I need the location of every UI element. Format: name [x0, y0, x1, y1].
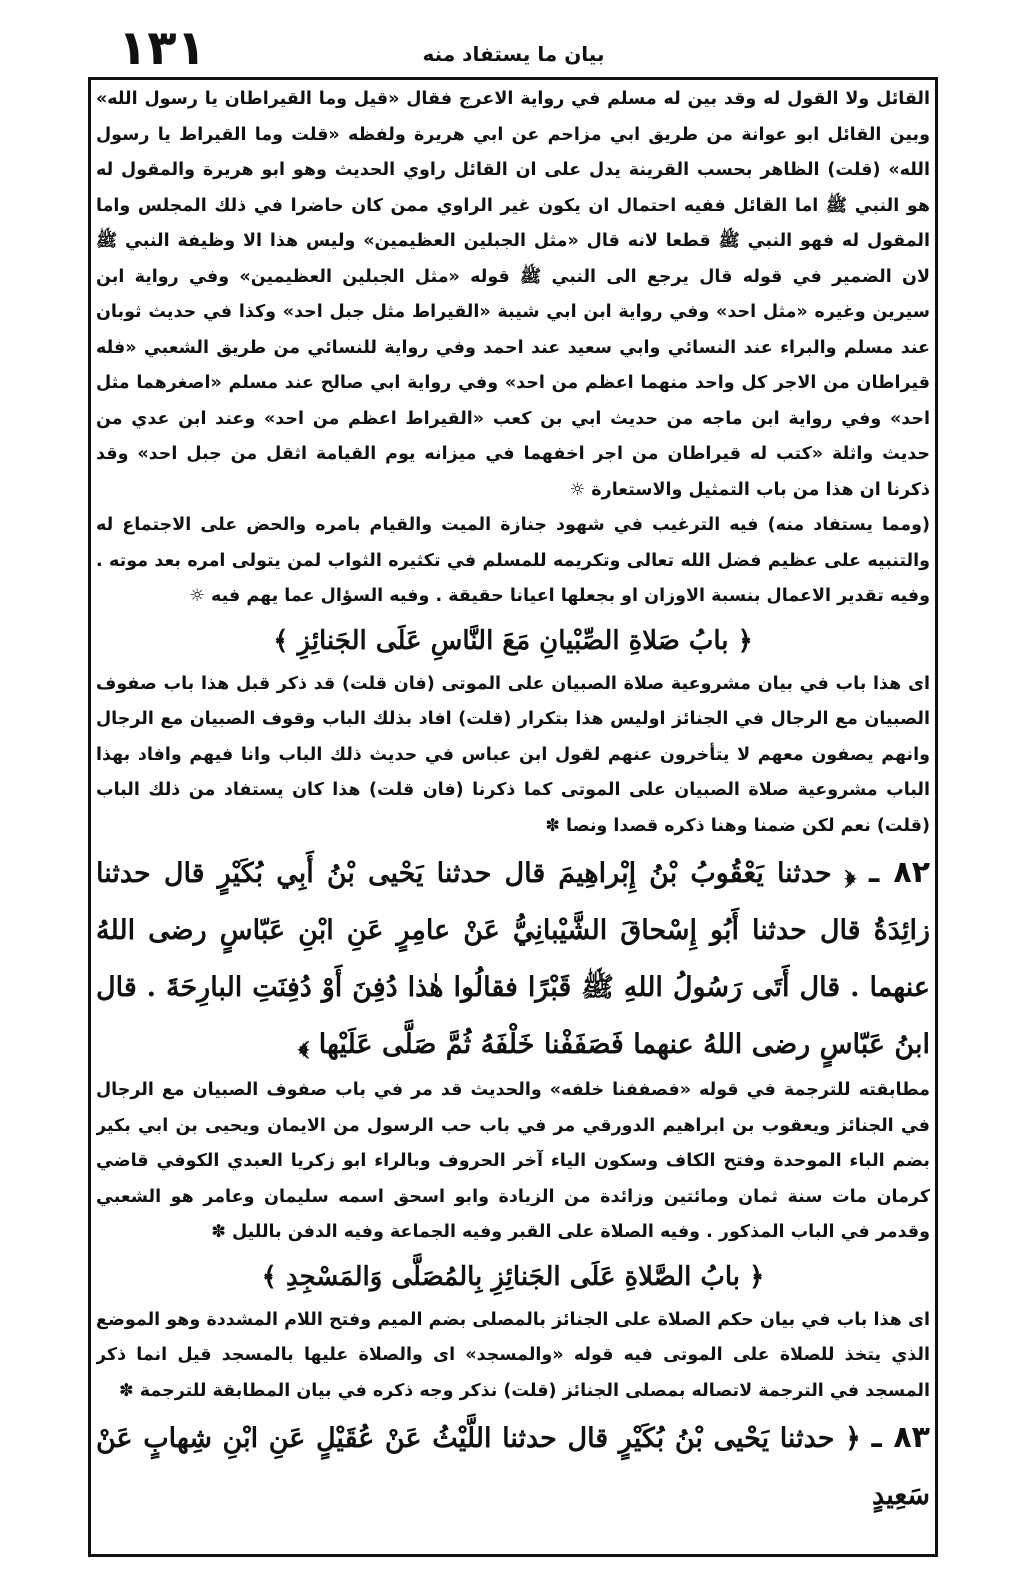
page-content — [96, 82, 930, 1552]
hadith-body: ﴿ حدثنا يَحْيى بْنُ بُكَيْرٍ قال حدثنا اللَّيْثُ عَنْ عُقَيْلٍ عَنِ ابْنِ شِهابٍ عَنْ سَعِيدٍ — [96, 1423, 930, 1511]
chapter-explanation: اى هذا باب في بيان حكم الصلاة على الجنائز بالمصلى بضم الميم وفتح اللام المشددة وهو الموضع الذي يتخذ للصلاة على الموتى فيه قوله «والمسجد» اى والصلاة عليها بالمسجد قيل انما ذكر المسجد في الترجمة لاتصاله بمصلى الجنائز (قلت) نذكر وجه ذكره في بيان المطابقة للترجمة ✽ — [96, 1309, 930, 1401]
hadith-commentary: مطابقته للترجمة في قوله «فصففنا خلفه» والحديث قد مر في باب صفوف الصبيان مع الرجال في الجنائز ويعقوب بن ابراهيم الدورقي مر في باب حب الرسول من الايمان ويحيى بن ابي بكير بضم الباء الموحدة وفتح الكاف وسكون الياء آخر الحروف وبالراء ابو زكريا العبدي الكوفي قاضي كرمان مات سنة ثمان ومائتين وزائدة من الزيادة وابو اسحق اسمه سليمان وعامر هو الشعبي وقدمر في الباب المذكور . وفيه الصلاة على القبر وفيه الجماعة وفيه الدفن بالليل ✽ — [96, 1080, 930, 1242]
hadith-text — [96, 1409, 930, 1524]
page-number: ١٣١ — [118, 20, 206, 76]
hadith-number: ٨٢ ـ — [869, 855, 930, 890]
commentary-paragraph: القائل ولا القول له وقد بين له مسلم في رواية الاعرج فقال «قيل وما القيراطان يا رسول الله» وبين القائل ابو عوانة من طريق ابي مزاحم عن ابي هريرة ولفظه «قلت وما القيراط يا رسول الله» (قلت) الظاهر بحسب القرينة يدل على ان القائل راوي الحديث وهو ابو هريرة والمقول له هو النبي ﷺ اما القائل ففيه احتمال ان يكون غير الراوي ممن كان حاضرا في ذلك المجلس واما المقول له فهو النبي ﷺ قطعا لانه قال «مثل الجبلين العظيمين» وليس هذا الا وظيفة النبي ﷺ لان الضمير في قوله قال يرجع الى النبي ﷺ قوله «مثل الجبلين العظيمين» وفي رواية ابن سيرين وغيره «مثل احد» وفي رواية ابن ابي شيبة «القيراط مثل جبل احد» وكذا في حديث ثوبان عند مسلم والبراء عند النسائي وابي سعيد عند احمد وفي رواية للنسائي من طريق الشعبي «فله قيراطان من الاجر كل واحد منهما اعظم من احد» وفي رواية ابي صالح عند مسلم «اصغرهما مثل احد» وفي رواية ابن ماجه من حديث ابي بن كعب «القيراط اعظم من احد» وعند ابن عدي من حديث واثلة «كتب له قيراطان من اجر اخفهما في ميزانه يوم القيامة اثقل من جبل احد» وقد ذكرنا ان هذا من باب التمثيل والاستعارة ☼ — [96, 89, 930, 500]
running-title: بيان ما يستفاد منه — [422, 42, 605, 66]
chapter-heading: ﴿ بابُ الصَّلاةِ عَلَى الجَنائِزِ بِالمُصَلَّى وَالمَسْجِدِ ﴾ — [261, 1261, 765, 1292]
chapter-heading: ﴿ بابُ صَلاةِ الصِّبْيانِ مَعَ النَّاسِ عَلَى الجَنائِزِ ﴾ — [273, 625, 753, 656]
hadith-number: ٨٣ ـ — [871, 1420, 930, 1455]
hadith-body: ﴿ حدثنا يَعْقُوبُ بْنُ إِبْراهِيمَ قال حدثنا يَحْيى بْنُ أَبِي بُكَيْرٍ قال حدثنا زائِدَةُ قال حدثنا أَبُو إِسْحاقَ الشَّيْبانِيُّ عَنْ عامِرٍ عَنِ ابْنِ عَبّاسٍ رضى اللهُ عنهما . قال أَتَى رَسُولُ اللهِ ﷺ قَبْرًا فقالُوا هٰذا دُفِنَ أَوْ دُفِنَتِ البارِحَةَ . قال ابنُ عَبّاسٍ رضى اللهُ عنهما فَصَفَفْنا خَلْفَهُ ثُمَّ صَلَّى عَلَيْها ﴾ — [96, 858, 930, 1060]
hadith-text — [96, 844, 930, 1073]
benefits-paragraph: (ومما يستفاد منه) فيه الترغيب في شهود جنازة الميت والقيام بامره والحض على الاجتماع له والتنبيه على عظيم فضل الله تعالى وتكريمه للمسلم في تكثيره الثواب لمن يتولى امره بعد موته . وفيه تقدير الاعمال بنسبة الاوزان او بجعلها اعيانا حقيقة . وفيه السؤال عما يهم فيه ☼ — [96, 515, 930, 606]
chapter-explanation: اى هذا باب في بيان مشروعية صلاة الصبيان على الموتى (فان قلت) قد ذكر قبل هذا باب صفوف الصبيان مع الرجال في الجنائز اوليس هذا بتكرار (قلت) افاد بذلك الباب وقوف الصبيان مع الرجال وانهم يصفون معهم لا يتأخرون عنهم لقول ابن عباس في حديث ذلك الباب وانا فيهم وافاد بهذا الباب مشروعية صلاة الصبيان على الموتى كما ذكرنا (فان قلت) هذا كان يستفاد من ذلك الباب (قلت) نعم لكن ضمنا وهنا ذكره قصدا ونصا ✽ — [96, 673, 930, 836]
